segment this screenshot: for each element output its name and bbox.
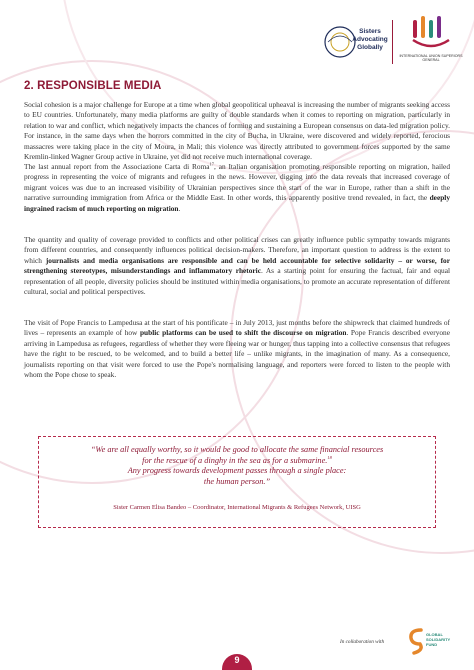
global-solidarity-fund-logo bbox=[406, 626, 466, 658]
bold-text: public platforms can be used to shift the discourse on migration bbox=[139, 328, 347, 338]
text-span: The last annual report from the Associazione Carta di Roma bbox=[24, 162, 210, 171]
quote-line: the human person.” bbox=[203, 476, 271, 486]
sag-name-line: Advocating bbox=[352, 36, 388, 43]
text-span: . bbox=[178, 203, 181, 213]
gsf-name-line: FUND bbox=[426, 642, 438, 647]
uisg-mark-icon bbox=[407, 14, 455, 54]
text-span: for the rescue of a dinghy in the sea as for a submarine. bbox=[142, 455, 328, 465]
footnote-ref[interactable]: 17 bbox=[209, 161, 215, 167]
quote-line bbox=[39, 456, 435, 467]
header-divider bbox=[392, 20, 393, 64]
uisg-caption: INTERNATIONAL UNION SUPERIORS GENERAL bbox=[399, 54, 463, 63]
quote-attribution: Sister Carmen Elisa Bandeo – Coordinator, International Migrants & Refugees Network, UISG bbox=[113, 504, 361, 511]
quote-box bbox=[38, 436, 436, 528]
text-span: . As a starting point for ensuring the factual, fair and equal representation of all people, diversity policies should be instituted within media organisations, to promote an accurate representation of different cultural, social and political perspectives. bbox=[24, 266, 450, 297]
paragraph-social-cohesion: Social cohesion is a major challenge for Europe at a time when global geopolitical upheaval is increasing the number of migrants seeking access to EU countries. Unfortunately, many media platforms are guilty of double standards when it comes to reporting on migration, particularly in relation to war and conflict, which negatively impacts the chances of forming and sustaining a European consensus on data-led migration policy. For instance, in the same days when the horrors committed in the city of Bucha, in Ukraine, were discovered and widely reported, ferocious massacres were taking place in the city of Moura, in Mali; this violence was directly attributed to government forces supported by the same Kremlin-linked Wagner Group active in Ukraine, yet did not receive much international coverage. bbox=[24, 100, 450, 162]
quote-line: Any progress towards development passes through a single place: bbox=[127, 466, 347, 476]
gsf-name-line: GLOBAL bbox=[426, 632, 443, 637]
gsf-name-line: SOLIDARITY bbox=[426, 637, 451, 642]
paragraph-carta-di-roma bbox=[24, 162, 450, 214]
text-span: The quantity and quality of coverage provided to conflicts and other political crises can greatly influence public sympathy towards migrants from different countries, and consequently influences political decision-makers. Therefore, an important question to address is the extent to which bbox=[24, 235, 450, 265]
page-number: 9 bbox=[234, 655, 240, 665]
quote-line: “We are all equally worthy, so it would be good to allocate the same financial resources bbox=[90, 445, 384, 454]
sisters-advocating-globally-logo bbox=[312, 18, 412, 70]
sag-name-line: Sisters bbox=[359, 28, 381, 35]
bold-text: journalists and media organisations are responsible and can be held accountable for selective solidarity – or worse, for strengthening stereotypes, misunderstandings and inflammatory rhetoric bbox=[24, 255, 450, 276]
text-span: The visit of Pope Francis to Lampedusa at the start of his pontificate – in July 2013, just months before the shipwreck that claimed hundreds of lives – represents an example of how bbox=[24, 318, 450, 338]
text-span: , an Italian organisation promoting responsible reporting on migration, hailed progress in representing the voice of migrants and refugees in the news. However, digging into the data reveals that increased coverage of migrant voices was due to an increased visibility of Ukrainian perspectives since the start of the war in Europe, rather than a shift in the narrative surrounding immigration from Africa or the Middle East. In other words, this apparently positive trend revealed, in fact, the bbox=[24, 162, 450, 203]
gsf-mark-icon bbox=[406, 626, 426, 656]
bold-text: deeply ingrained racism of much reporting on migration bbox=[24, 193, 450, 213]
quote-text bbox=[39, 445, 435, 487]
text-span: . Pope Francis described everyone arriving in Lampedusa as refugees, regardless of whether they were fleeing war or hunger, thus tapping into a collective consensus that refugees have the right to be rescued, to be welcomed, and to build a better life – unlike migrants, in the imagination of many. As a consequence, journalists reporting on that visit were forced to use the Pope's normalising language, and reporters were forced to listen to the people with whom the Pope chose to speak. bbox=[24, 328, 450, 380]
uisg-logo bbox=[398, 14, 464, 72]
paragraph-coverage bbox=[24, 235, 450, 298]
sag-name bbox=[350, 28, 390, 52]
sag-name-line: Globally bbox=[357, 44, 383, 51]
collaboration-text: In collaboration with bbox=[340, 639, 385, 645]
footnote-ref[interactable]: 18 bbox=[327, 454, 332, 460]
gsf-name bbox=[426, 632, 450, 647]
section-heading: 2. RESPONSIBLE MEDIA bbox=[24, 80, 162, 92]
paragraph-pope-francis bbox=[24, 318, 450, 381]
